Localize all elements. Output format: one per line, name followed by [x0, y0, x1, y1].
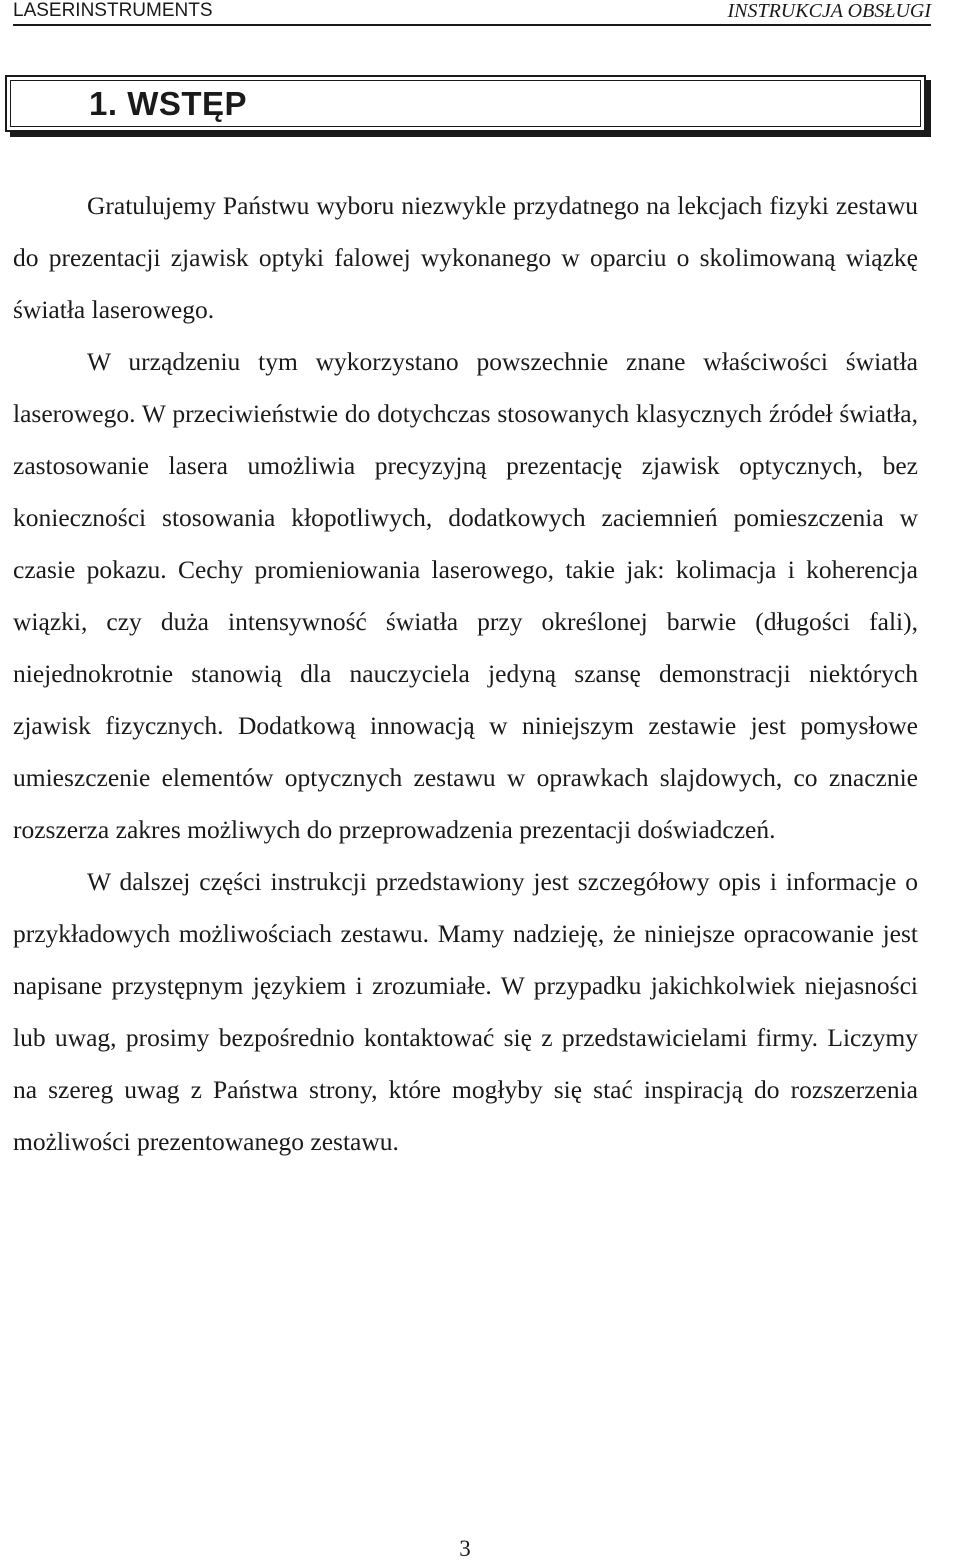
section-title: 1. WSTĘP [89, 85, 248, 122]
paragraph-laser-properties: W urządzeniu tym wykorzystano powszechnie znane właściwości światła laserowego. W przeciwieństwie do dotychczas stosowanych klasycznych źródeł światła, zastosowanie lasera umożliwia precyzyjną prezentację zjawisk optycznych, bez konieczności stosowania kłopotliwych, dodatkowych zaciemnień pomieszczenia w czasie pokazu. Cechy promieniowania laserowego, takie jak: kolimacja i koherencja wiązki, czy duża intensywność światła przy określonej barwie (długości fali), niejednokrotnie stanowią dla nauczyciela jedyną szansę demonstracji niektórych zjawisk fizycznych. Dodatkową innowacją w niniejszym zestawie jest pomysłowe umieszczenie elementów optycznych zestawu w oprawkach slajdowych, co znacznie rozszerza zakres możliwych do przeprowadzenia prezentacji doświadczeń. [13, 347, 918, 844]
header-company-name: LASERINSTRUMENTS [13, 0, 213, 21]
paragraph-intro: Gratulujemy Państwu wyboru niezwykle przydatnego na lekcjach fizyki zestawu do prezentacji zjawisk optyki falowej wykonanego w oparciu o skolimowaną wiązkę światła laserowego. [13, 191, 918, 324]
page-header [13, 0, 931, 26]
section-title-box [5, 75, 926, 132]
page-number: 3 [459, 1536, 471, 1561]
header-document-title: INSTRUKCJA OBSŁUGI [727, 0, 931, 22]
paragraph-further-info: W dalszej części instrukcji przedstawiony jest szczegółowy opis i informacje o przykładowych możliwościach zestawu. Mamy nadzieję, że niniejsze opracowanie jest napisane przystępnym językiem i zrozumiałe. W przypadku jakichkolwiek niejasności lub uwag, prosimy bezpośrednio kontaktować się z przedstawicielami firmy. Liczymy na szereg uwag z Państwa strony, które mogłyby się stać inspiracją do rozszerzenia możliwości prezentowanego zestawu. [13, 867, 918, 1156]
body-text [13, 180, 918, 1168]
